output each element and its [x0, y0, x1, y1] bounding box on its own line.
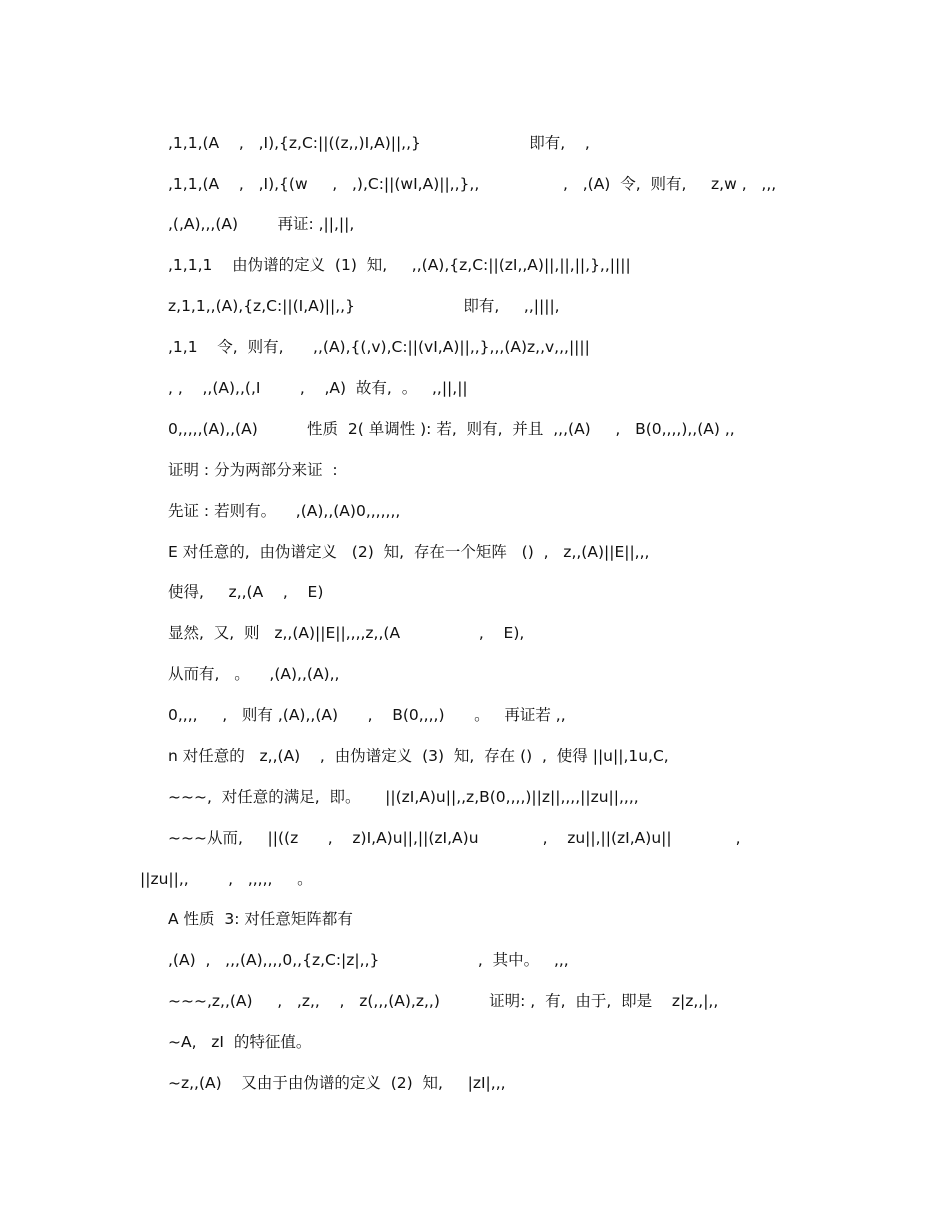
text-line: n 对任意的 z,,(A) , 由伪谱定义 (3) 知, 存在 () , 使得 ||u||,1u,C,: [168, 747, 669, 765]
text-line: 从而有, 。 ,(A),,(A),,: [168, 665, 340, 683]
text-line: ~~~,z,,(A) , ,z,, , z(,,,(A),z,,) 证明: , 有, 由于, 即是 z|z,,|,,: [168, 992, 719, 1010]
text-line: ,(A) , ,,,(A),,,,0,,{z,C:|z|,,} , 其中。 ,,,: [168, 951, 569, 969]
text-line: ~~~从而, ||((z , z)I,A)u||,||(zI,A)u , zu||,||(zI,A)u|| ,: [168, 829, 741, 847]
text-line: ,1,1,(A , ,I),{z,C:||((z,,)I,A)||,,} 即有, ,: [168, 134, 590, 152]
text-line: 证明 : 分为两部分来证 :: [168, 461, 338, 479]
text-line: z,1,1,,(A),{z,C:||(I,A)||,,} 即有, ,,||||,: [168, 297, 560, 315]
text-line: ,1,1 令, 则有, ,,(A),{(,v),C:||(vI,A)||,,},,,(A)z,,v,,,||||: [168, 338, 590, 356]
text-line: 0,,,,,(A),,(A) 性质 2( 单调性 ): 若, 则有, 并且 ,,,(A) , B(0,,,,),,(A) ,,: [168, 420, 735, 438]
text-line: ,(,A),,,(A) 再证: ,||,||,: [168, 215, 355, 233]
text-line: ~~~, 对任意的满足, 即。 ||(zI,A)u||,,z,B(0,,,,)||z||,,,,||zu||,,,,: [168, 788, 639, 806]
text-line: E 对任意的, 由伪谱定义 (2) 知, 存在一个矩阵 () , z,,(A)||E||,,,: [168, 543, 650, 561]
text-line: A 性质 3: 对任意矩阵都有: [168, 910, 353, 928]
text-line: 0,,,, , 则有 ,(A),,(A) , B(0,,,,) 。 再证若 ,,: [168, 706, 566, 724]
text-line: ~A, zI 的特征值。: [168, 1033, 312, 1051]
text-line: , , ,,(A),,(,I , ,A) 故有, 。 ,,||,||: [168, 379, 468, 397]
text-line: 使得, z,,(A , E): [168, 583, 324, 601]
text-line: ||zu||,, , ,,,,, 。: [140, 870, 313, 888]
text-line: ~z,,(A) 又由于由伪谱的定义 (2) 知, |zI|,,,: [168, 1074, 506, 1092]
text-line: ,1,1,(A , ,I),{(w , ,),C:||(wI,A)||,,},, , ,(A) 令, 则有, z,w , ,,,: [168, 175, 777, 193]
text-line: ,1,1,1 由伪谱的定义 (1) 知, ,,(A),{z,C:||(zI,,A)||,||,||,},,||||: [168, 256, 631, 274]
text-line: 先证 : 若则有。 ,(A),,(A)0,,,,,,,: [168, 502, 401, 520]
text-line: 显然, 又, 则 z,,(A)||E||,,,,z,,(A , E),: [168, 624, 525, 642]
